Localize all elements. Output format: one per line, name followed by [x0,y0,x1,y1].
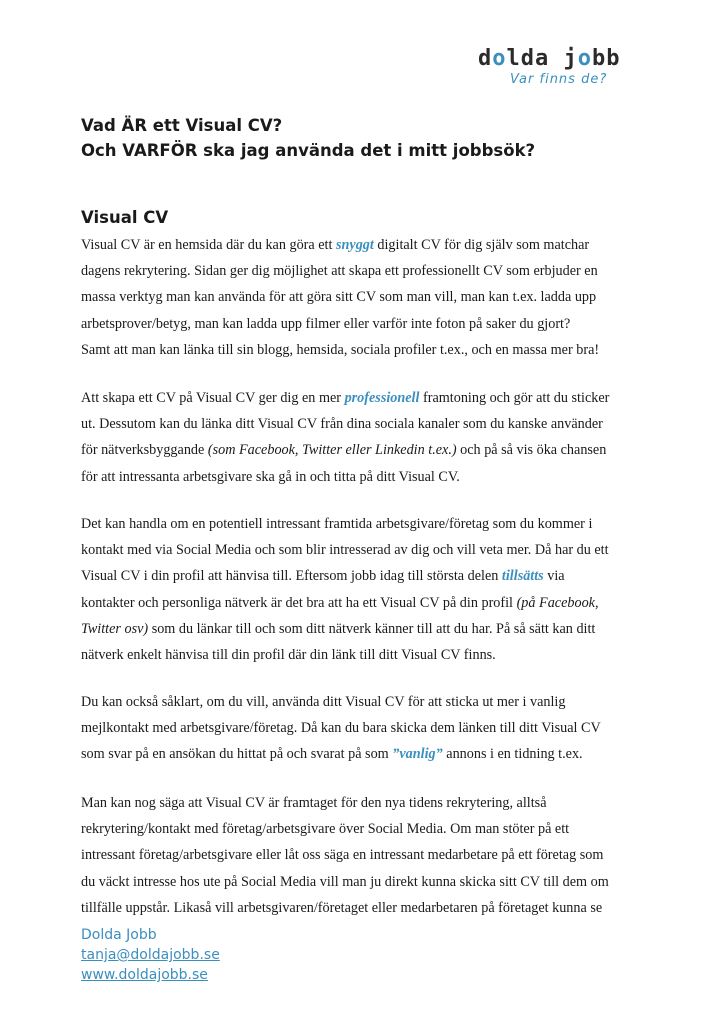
text-line: arbetsprover/betyg, man kan ladda upp filmer eller varför inte foton på saker du gjort? [81,315,571,332]
text-line [81,741,641,767]
text-line [81,616,641,642]
logo [478,46,658,98]
text-line [81,590,641,616]
footer-website-link[interactable]: www.doldajobb.se [81,967,208,983]
highlight-text: ”vanlig” [392,746,443,763]
text-line: intressant företag/arbetsgivare eller låt oss säga en intressant medarbetare på ett företag som [81,847,604,864]
logo-tagline: Var finns de? [510,72,608,87]
text-span: digitalt CV för dig själv som matchar [373,237,590,253]
logo-letter-accent: o [577,46,592,71]
italic-text: Twitter osv) [81,620,149,637]
text-span: kontakter och personliga nätverk är det bra att ha ett Visual CV på din profil [81,594,517,611]
highlight-text: tillsätts [501,568,544,585]
paragraph-2 [81,385,641,490]
text-line: kontakt med via Social Media och som blir intresserad av dig och vill veta mer. Då har du ett [81,542,609,559]
footer-email-link[interactable]: tanja@doldajobb.se [81,947,220,963]
text-line: tillfälle uppstår. Likaså vill arbetsgivaren/företaget eller medarbetaren på företaget kunna se [81,899,603,916]
text-span: annons i en tidning t.ex. [442,746,583,763]
text-line [81,232,641,258]
logo-letter-accent: o [492,46,507,71]
text-span: som du länkar till och som ditt nätverk känner till att du har. På så sätt kan ditt [148,620,596,637]
section-heading: Visual CV [81,208,169,227]
paragraph-5 [81,790,641,921]
text-line [81,563,641,589]
highlight-text: snyggt [335,237,374,253]
text-line: Samt att man kan länka till sin blogg, hemsida, sociala profiler t.ex., och en massa mer bra! [81,341,600,358]
logo-wordmark [478,46,658,72]
logo-letter: bb [591,46,621,71]
text-span: framtoning och gör att du sticker [419,390,610,406]
text-line [81,437,641,463]
text-line: Du kan också såklart, om du vill, använda ditt Visual CV för att sticka ut mer i vanlig [81,694,566,710]
text-span: och på så vis öka chansen [456,442,607,459]
paragraph-4 [81,689,641,768]
text-line: du väckt intresse hos ute på Social Media vill man ju direkt kunna skicka sitt CV till dem om [81,873,609,890]
text-line: Man kan nog säga att Visual CV är framtaget för den nya tidens rekrytering, alltså [81,795,547,811]
text-span: som svar på en ansökan du hittat på och svarat på som [81,746,393,763]
text-span: via [543,568,565,585]
text-line: ut. Dessutom kan du länka ditt Visual CV från dina sociala kanaler som du kanske använder [81,416,603,433]
page-title-line-2: Och VARFÖR ska jag använda det i mitt jobbsök? [81,141,536,160]
logo-letter: lda j [506,46,578,71]
paragraph-3 [81,511,641,668]
text-line: Det kan handla om en potentiell intressant framtida arbetsgivare/företag som du kommer i [81,516,593,532]
text-span: Att skapa ett CV på Visual CV ger dig en mer [81,390,345,406]
paragraph-1 [81,232,641,363]
text-span: Visual CV i din profil att hänvisa till. Eftersom jobb idag till största delen [81,568,502,585]
text-line: mejlkontakt med arbetsgivare/företag. Då kan du bara skicka dem länken till ditt Visual CV [81,720,601,737]
text-line: nätverk enkelt hänvisa till din profil där din länk till ditt Visual CV finns. [81,647,496,664]
text-line: dagens rekrytering. Sidan ger dig möjlighet att skapa ett professionellt CV som erbjuder en [81,263,598,280]
footer-company-name: Dolda Jobb [81,927,157,943]
page-title-line-1: Vad ÄR ett Visual CV? [81,116,283,135]
text-line: rekrytering/kontakt med företag/arbetsgivare över Social Media. Om man stöter på ett [81,821,570,838]
footer [81,925,220,985]
italic-text: (på Facebook, [516,594,599,611]
logo-letter: d [478,46,493,71]
text-line: massa verktyg man kan använda för att göra sitt CV som man vill, man kan t.ex. ladda upp [81,289,597,306]
highlight-text: professionell [344,390,420,406]
text-span: för nätverksbyggande [81,442,208,459]
text-span: Visual CV är en hemsida där du kan göra ett [81,237,336,253]
text-line: för att intressanta arbetsgivare ska gå in och titta på ditt Visual CV. [81,468,460,485]
text-line [81,385,641,411]
italic-text: (som Facebook, Twitter eller Linkedin t.ex.) [207,442,457,459]
